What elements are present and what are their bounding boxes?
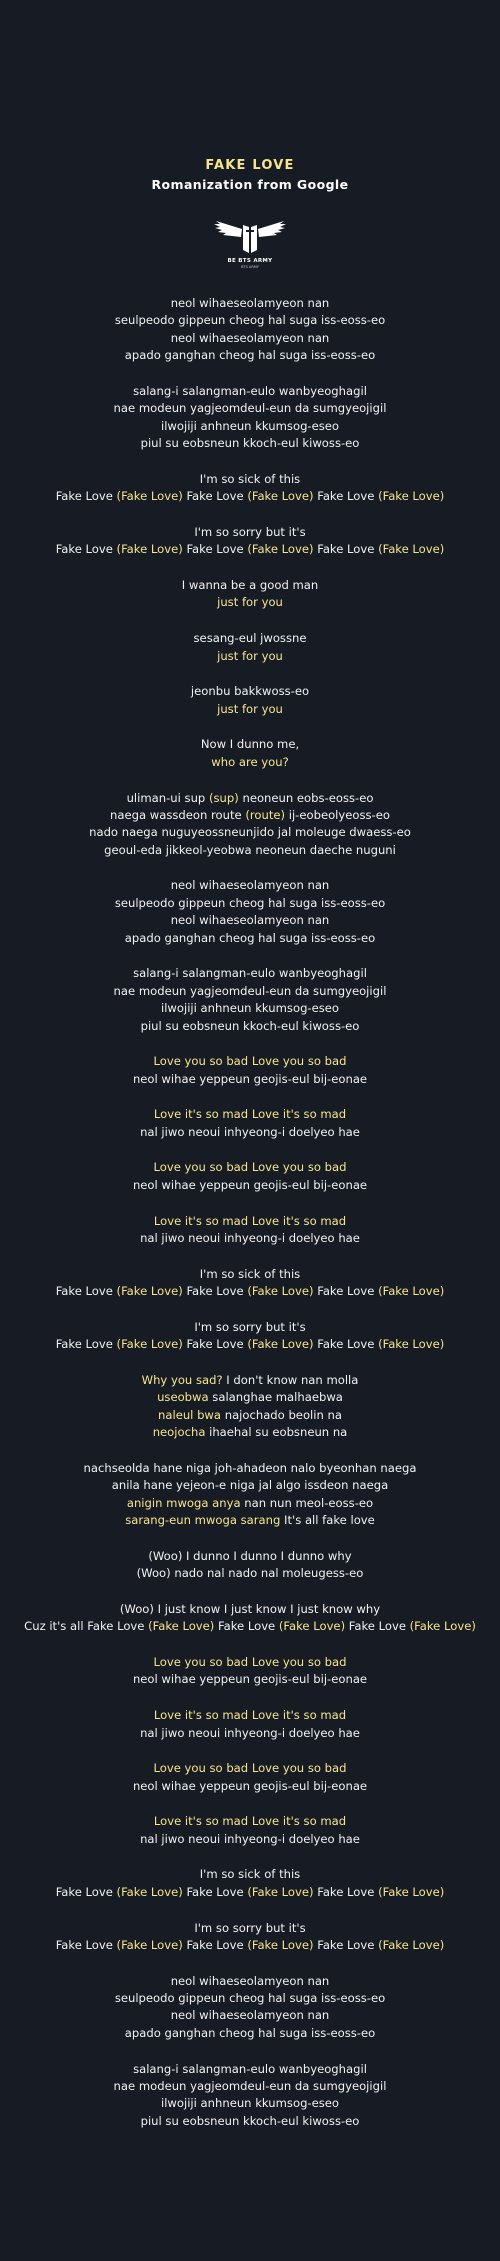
lyric-text: neol wihaeseolamyeon nan	[170, 330, 330, 345]
lyric-highlight: (Fake Love)	[378, 1937, 445, 1952]
lyric-text: Fake Love	[55, 1284, 117, 1299]
lyric-text: salanghae malhaebwa	[208, 1390, 343, 1405]
lyric-highlight: (Fake Love)	[148, 1619, 215, 1634]
lyric-stanza	[0, 877, 500, 947]
lyric-line	[0, 1283, 500, 1300]
lyric-stanza	[0, 1319, 500, 1354]
logo-subtext: BTS ARMY	[241, 265, 259, 269]
lyric-text: Fake Love	[182, 1937, 248, 1952]
lyric-line	[0, 1159, 500, 1176]
lyric-text: ihaehal su eobsneun na	[205, 1425, 348, 1440]
lyric-text: uliman-ui sup	[126, 790, 209, 805]
lyric-highlight: just for you	[217, 701, 283, 716]
lyric-text: (Woo) I dunno I dunno I dunno why	[148, 1548, 352, 1563]
lyric-line	[0, 1266, 500, 1283]
lyric-text: Fake Love	[313, 542, 379, 557]
lyric-line	[0, 1495, 500, 1512]
lyric-stanza	[0, 1920, 500, 1955]
lyric-text: Fake Love	[182, 489, 248, 504]
lyric-text: Fake Love	[345, 1619, 410, 1634]
lyric-highlight: (Fake Love)	[378, 1284, 445, 1299]
lyrics-body	[0, 295, 500, 2130]
lyric-stanza	[0, 1973, 500, 2043]
lyric-text: Fake Love	[55, 1937, 117, 1952]
lyric-stanza	[0, 965, 500, 1035]
lyric-line	[0, 2078, 500, 2095]
lyric-stanza	[0, 1106, 500, 1141]
lyric-highlight: (Fake Love)	[116, 1937, 183, 1952]
lyric-text: najochado beolin na	[221, 1407, 342, 1422]
lyric-text: Fake Love	[182, 1284, 248, 1299]
lyric-line	[0, 736, 500, 753]
lyric-text: neol wihaeseolamyeon nan	[170, 913, 330, 928]
lyric-stanza	[0, 1707, 500, 1742]
lyric-line	[0, 630, 500, 647]
lyric-text: jeonbu bakkwoss-eo	[190, 684, 310, 699]
lyric-text: nachseolda hane niga joh-ahadeon nalo byeonhan naega	[83, 1460, 417, 1475]
lyric-text: seulpeodo gippeun cheog hal suga iss-eoss-eo	[114, 313, 386, 328]
lyric-line	[0, 648, 500, 665]
lyric-text: seulpeodo gippeun cheog hal suga iss-eoss-eo	[114, 895, 386, 910]
lyric-highlight: (Fake Love)	[116, 489, 183, 504]
lyric-line	[0, 1671, 500, 1688]
lyric-text: seulpeodo gippeun cheog hal suga iss-eoss-eo	[114, 1991, 386, 2006]
lyric-highlight: sarang-eun mwoga sarang	[125, 1513, 281, 1528]
lyric-text: salang-i salangman-eulo wanbyeoghagil	[133, 966, 367, 981]
lyric-line	[0, 1601, 500, 1618]
lyric-line	[0, 1372, 500, 1389]
lyric-line	[0, 1389, 500, 1406]
lyric-text: nae modeun yagjeomdeul-eun da sumgyeojigil	[113, 2078, 387, 2093]
lyric-text: I wanna be a good man	[181, 578, 319, 593]
lyric-line	[0, 1053, 500, 1070]
lyric-line	[0, 895, 500, 912]
lyric-text: I'm so sick of this	[199, 1266, 301, 1281]
lyric-highlight: (Fake Love)	[116, 1284, 183, 1299]
lyric-line	[0, 1884, 500, 1901]
lyric-line	[0, 1654, 500, 1671]
lyric-highlight: (Fake Love)	[116, 1884, 183, 1899]
lyric-line	[0, 683, 500, 700]
lyric-text: neol wihae yeppeun geojis-eul bij-eonae	[132, 1177, 368, 1192]
lyric-line	[0, 1018, 500, 1035]
lyric-line	[0, 912, 500, 929]
lyric-line	[0, 1937, 500, 1954]
lyric-text: neol wihaeseolamyeon nan	[170, 2008, 330, 2023]
lyric-stanza	[0, 736, 500, 771]
logo-text: BE BTS ARMY	[227, 258, 273, 264]
lyric-line	[0, 418, 500, 435]
lyric-stanza	[0, 1266, 500, 1301]
lyric-text: salang-i salangman-eulo wanbyeoghagil	[133, 2061, 367, 2076]
lyric-line	[0, 330, 500, 347]
lyric-text: nae modeun yagjeomdeul-eun da sumgyeojigil	[113, 401, 387, 416]
lyric-text: ilwojiji anhneun kkumsog-eseo	[160, 2096, 340, 2111]
lyric-text: salang-i salangman-eulo wanbyeoghagil	[133, 383, 367, 398]
lyric-text: nan nun meol-eoss-eo	[240, 1495, 374, 1510]
lyric-text: nal jiwo neoui inhyeong-i doelyeo hae	[140, 1831, 360, 1846]
lyric-line	[0, 1512, 500, 1529]
lyric-line	[0, 2113, 500, 2130]
lyric-highlight: just for you	[217, 648, 283, 663]
lyric-line	[0, 807, 500, 824]
lyric-highlight: (Fake Love)	[247, 542, 314, 557]
lyric-line	[0, 1760, 500, 1777]
lyric-highlight: (Fake Love)	[116, 1337, 183, 1352]
lyric-text: nado naega nuguyeossneunjido jal moleuge dwaess-eo	[89, 825, 411, 840]
lyric-line	[0, 488, 500, 505]
lyric-stanza	[0, 1654, 500, 1689]
lyric-stanza	[0, 1866, 500, 1901]
lyric-text: Fake Love	[55, 1337, 117, 1352]
lyric-text: Fake Love	[55, 542, 117, 557]
lyric-line	[0, 347, 500, 364]
lyric-text: neol wihaeseolamyeon nan	[170, 296, 330, 310]
lyric-stanza	[0, 1053, 500, 1088]
lyric-text: I don't know nan molla	[222, 1372, 359, 1387]
lyric-stanza	[0, 1760, 500, 1795]
lyric-line	[0, 1973, 500, 1990]
lyric-text: Fake Love	[313, 1937, 379, 1952]
lyric-highlight: Love it's so mad Love it's so mad	[153, 1814, 347, 1829]
lyric-highlight: Love it's so mad Love it's so mad	[153, 1213, 347, 1228]
lyric-highlight: (Fake Love)	[116, 542, 183, 557]
lyric-line	[0, 824, 500, 841]
lyric-text: anila hane yejeon-e niga jal algo issdeon naega	[111, 1478, 389, 1493]
lyric-stanza	[0, 683, 500, 718]
lyric-text: Fake Love	[214, 1619, 279, 1634]
lyric-highlight: (Fake Love)	[247, 489, 314, 504]
lyric-line	[0, 312, 500, 329]
lyric-line	[0, 1990, 500, 2007]
lyric-text: (Woo) nado nal nado nal moleugess-eo	[136, 1566, 364, 1581]
lyric-line	[0, 1548, 500, 1565]
lyric-text: I'm so sick of this	[199, 1867, 301, 1882]
lyric-line	[0, 594, 500, 611]
lyric-text: ilwojiji anhneun kkumsog-eseo	[160, 1001, 340, 1016]
lyric-text: ilwojiji anhneun kkumsog-eseo	[160, 418, 340, 433]
lyric-text: Fake Love	[182, 542, 248, 557]
lyric-text: nae modeun yagjeomdeul-eun da sumgyeojigil	[113, 983, 387, 998]
lyric-line	[0, 965, 500, 982]
lyric-text: I'm so sick of this	[199, 471, 301, 486]
lyric-line	[0, 1725, 500, 1742]
lyric-line	[0, 1071, 500, 1088]
lyric-text: neol wihaeseolamyeon nan	[170, 878, 330, 893]
lyric-stanza	[0, 524, 500, 559]
lyric-highlight: (Fake Love)	[378, 542, 445, 557]
lyric-text: ij-eobeolyeoss-eo	[285, 807, 390, 822]
lyric-highlight: naleul bwa	[158, 1407, 222, 1422]
lyric-stanza	[0, 790, 500, 860]
lyric-line	[0, 2061, 500, 2078]
lyric-text: apado ganghan cheog hal suga iss-eoss-eo	[124, 930, 376, 945]
lyric-text: Fake Love	[313, 1337, 379, 1352]
lyric-stanza	[0, 471, 500, 506]
lyric-text: It's all fake love	[280, 1513, 375, 1528]
lyric-line	[0, 1460, 500, 1477]
lyric-line	[0, 2095, 500, 2112]
lyric-line	[0, 1177, 500, 1194]
lyric-highlight: (Fake Love)	[247, 1284, 314, 1299]
lyric-highlight: useobwa	[157, 1390, 209, 1405]
lyric-line	[0, 754, 500, 771]
lyric-line	[0, 2007, 500, 2024]
lyric-text: (Woo) I just know I just know I just know why	[119, 1601, 381, 1616]
lyric-text: Fake Love	[55, 1884, 117, 1899]
lyric-highlight: (Fake Love)	[247, 1937, 314, 1952]
lyric-line	[0, 1477, 500, 1494]
lyric-highlight: Love you so bad Love you so bad	[153, 1160, 347, 1175]
lyric-highlight: (Fake Love)	[278, 1619, 346, 1634]
lyric-text: piul su eobsneun kkoch-eul kiwoss-eo	[140, 436, 360, 451]
lyric-stanza	[0, 1159, 500, 1194]
lyric-line	[0, 1213, 500, 1230]
song-title: FAKE LOVE	[205, 158, 295, 173]
song-subtitle: Romanization from Google	[151, 177, 349, 192]
lyric-highlight: neojocha	[152, 1425, 206, 1440]
lyric-text: neol wihae yeppeun geojis-eul bij-eonae	[132, 1071, 368, 1086]
lyric-line	[0, 1707, 500, 1724]
lyric-stanza	[0, 630, 500, 665]
lyric-highlight: Love you so bad Love you so bad	[153, 1654, 347, 1669]
lyric-line	[0, 790, 500, 807]
lyric-line	[0, 1407, 500, 1424]
lyric-line	[0, 1319, 500, 1336]
lyric-line	[0, 383, 500, 400]
lyric-line	[0, 1000, 500, 1017]
lyric-highlight: (Fake Love)	[247, 1337, 314, 1352]
lyric-line	[0, 1618, 500, 1635]
lyric-line	[0, 2025, 500, 2042]
lyric-line	[0, 577, 500, 594]
lyric-line	[0, 1778, 500, 1795]
lyric-line	[0, 930, 500, 947]
lyric-highlight: (Fake Love)	[378, 1884, 445, 1899]
lyric-line	[0, 877, 500, 894]
lyric-text: sesang-eul jwossne	[193, 631, 307, 646]
lyric-text: I'm so sorry but it's	[194, 524, 306, 539]
lyric-line	[0, 400, 500, 417]
lyric-highlight: Why you sad?	[141, 1372, 223, 1387]
lyric-highlight: (sup)	[208, 790, 239, 805]
lyric-line	[0, 1920, 500, 1937]
lyric-line	[0, 1230, 500, 1247]
lyric-highlight: Love it's so mad Love it's so mad	[153, 1107, 347, 1122]
lyric-line	[0, 1106, 500, 1123]
lyric-text: I'm so sorry but it's	[194, 1920, 306, 1935]
lyric-stanza	[0, 577, 500, 612]
lyric-highlight: anigin mwoga anya	[126, 1495, 241, 1510]
lyric-line	[0, 1124, 500, 1141]
lyric-stanza	[0, 383, 500, 453]
lyric-text: Now I dunno me,	[200, 737, 300, 752]
lyric-text: apado ganghan cheog hal suga iss-eoss-eo	[124, 2025, 376, 2040]
lyric-highlight: (Fake Love)	[378, 1337, 445, 1352]
lyric-stanza	[0, 2061, 500, 2131]
lyric-text: neoneun eobs-eoss-eo	[238, 790, 374, 805]
lyric-stanza	[0, 1372, 500, 1442]
lyric-highlight: Love you so bad Love you so bad	[153, 1054, 347, 1069]
lyric-text: Fake Love	[313, 1884, 379, 1899]
lyric-line	[0, 1336, 500, 1353]
lyric-text: apado ganghan cheog hal suga iss-eoss-eo	[124, 348, 376, 363]
lyric-stanza	[0, 295, 500, 365]
lyric-line	[0, 524, 500, 541]
lyric-stanza	[0, 1548, 500, 1583]
lyric-text: piul su eobsneun kkoch-eul kiwoss-eo	[140, 1018, 360, 1033]
lyric-highlight: who are you?	[211, 754, 289, 769]
lyric-text: Fake Love	[313, 489, 379, 504]
lyric-text: naega wassdeon route	[110, 807, 246, 822]
lyric-stanza	[0, 1601, 500, 1636]
lyric-text: Cuz it's all Fake Love	[24, 1619, 149, 1634]
lyric-highlight: (Fake Love)	[247, 1884, 314, 1899]
lyric-text: neol wihae yeppeun geojis-eul bij-eonae	[132, 1672, 368, 1687]
lyric-line	[0, 471, 500, 488]
lyric-stanza	[0, 1460, 500, 1530]
lyric-highlight: just for you	[217, 595, 283, 610]
lyric-line	[0, 541, 500, 558]
lyric-line	[0, 435, 500, 452]
lyric-text: nal jiwo neoui inhyeong-i doelyeo hae	[140, 1725, 360, 1740]
lyric-line	[0, 983, 500, 1000]
logo	[214, 217, 286, 269]
lyric-text: I'm so sorry but it's	[194, 1319, 306, 1334]
lyric-line	[0, 1831, 500, 1848]
lyric-text: Fake Love	[313, 1284, 379, 1299]
lyric-line	[0, 1866, 500, 1883]
lyric-highlight: (Fake Love)	[409, 1619, 476, 1634]
lyric-text: nal jiwo neoui inhyeong-i doelyeo hae	[140, 1231, 360, 1245]
lyric-highlight: Love it's so mad Love it's so mad	[153, 1708, 347, 1723]
lyric-text: Fake Love	[55, 489, 117, 504]
header	[0, 0, 500, 269]
lyric-line	[0, 1565, 500, 1582]
lyric-text: geoul-eda jikkeol-yeobwa neoneun daeche nuguni	[104, 842, 396, 857]
lyric-line	[0, 1424, 500, 1441]
lyric-text: Fake Love	[182, 1337, 248, 1352]
lyric-line	[0, 701, 500, 718]
lyric-highlight: (Fake Love)	[378, 489, 445, 504]
lyric-highlight: (route)	[245, 807, 286, 822]
lyric-text: Fake Love	[182, 1884, 248, 1899]
lyric-text: piul su eobsneun kkoch-eul kiwoss-eo	[140, 2113, 360, 2128]
lyric-text: neol wihaeseolamyeon nan	[170, 1973, 330, 1988]
bts-army-wings-icon	[214, 217, 286, 257]
lyric-stanza	[0, 1213, 500, 1248]
lyric-text: nal jiwo neoui inhyeong-i doelyeo hae	[140, 1124, 360, 1139]
lyric-line	[0, 1813, 500, 1830]
lyric-line	[0, 295, 500, 312]
lyric-text: neol wihae yeppeun geojis-eul bij-eonae	[132, 1778, 368, 1793]
lyric-stanza	[0, 1813, 500, 1848]
lyric-line	[0, 842, 500, 859]
lyric-highlight: Love you so bad Love you so bad	[153, 1761, 347, 1776]
